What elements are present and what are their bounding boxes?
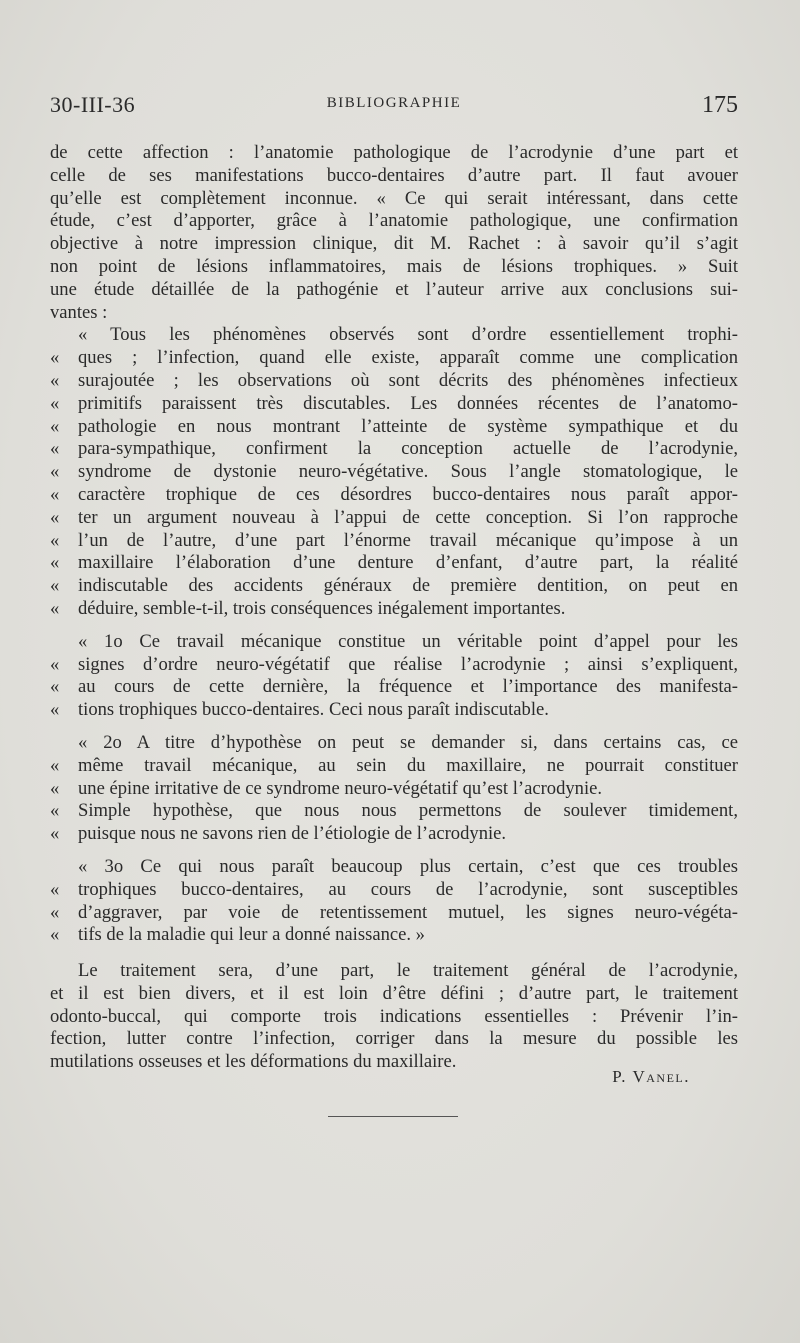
quote-mark: « (50, 823, 60, 845)
quote-paragraph-4 (50, 856, 738, 947)
intro-paragraph (50, 142, 738, 324)
quote-mark: « (50, 392, 60, 414)
final-paragraph (50, 960, 738, 1074)
quote-line: même travail mécanique, au sein du maxillaire, ne pourrait constituer (78, 754, 738, 776)
text-line: vantes : (50, 301, 108, 323)
quote-mark: « (50, 415, 60, 437)
quote-mark: « (50, 506, 60, 528)
quote-mark: « (50, 483, 60, 505)
text-line: non point de lésions inflammatoires, mais de lésions trophiques. » Suit (50, 255, 738, 277)
quote-line: tions trophiques bucco-dentaires. Ceci nous paraît indiscutable. (78, 699, 549, 721)
text-line: et il est bien divers, et il est loin d’être défini ; d’autre part, le traitement (50, 982, 738, 1004)
quote-line: tifs de la maladie qui leur a donné naissance. » (78, 924, 425, 946)
quote-mark: « (50, 597, 60, 619)
quote-line: ques ; l’infection, quand elle existe, apparaît comme une complication (78, 347, 738, 369)
running-head (50, 92, 738, 122)
quote-first-line: « Tous les phénomènes observés sont d’ordre essentiellement trophi- (78, 324, 738, 346)
quote-line: trophiques bucco-dentaires, au cours de l’acrodynie, sont susceptibles (78, 878, 738, 900)
quote-mark: « (50, 369, 60, 391)
quote-line: maxillaire l’élaboration d’une denture d’enfant, d’autre part, la réalité (78, 552, 738, 574)
text-line: objective à notre impression clinique, dit M. Rachet : à savoir qu’il s’agit (50, 233, 738, 255)
quote-line: déduire, semble-t-il, trois conséquences inégalement importantes. (78, 597, 566, 619)
quote-mark: « (50, 777, 60, 799)
quote-line: d’aggraver, par voie de retentissement mutuel, les signes neuro-végéta- (78, 901, 738, 923)
quote-mark: « (50, 754, 60, 776)
text-line: qu’elle est complètement inconnue. « Ce qui serait intéressant, dans cette (50, 187, 738, 209)
end-rule-divider (328, 1116, 458, 1117)
quote-line: ter un argument nouveau à l’appui de cette conception. Si l’on rapproche (78, 506, 738, 528)
text-line: fection, lutter contre l’infection, corriger dans la mesure du possible les (50, 1028, 738, 1050)
text-line: de cette affection : l’anatomie pathologique de l’acrodynie d’une part et (50, 142, 738, 163)
quote-line: une épine irritative de ce syndrome neuro-végétatif qu’est l’acrodynie. (78, 777, 603, 799)
quote-mark: « (50, 653, 60, 675)
quote-mark: « (50, 438, 60, 460)
quote-line: l’un de l’autre, d’une part l’énorme travail mécanique qu’impose à un (78, 529, 738, 551)
quote-mark: « (50, 575, 60, 597)
text-line: celle de ses manifestations bucco-dentaires d’autre part. Il faut avouer (50, 164, 738, 186)
header-section-title: BIBLIOGRAPHIE (326, 95, 462, 111)
quote-line: primitifs paraissent très discutables. Les données récentes de l’anatomo- (78, 392, 738, 414)
quote-line: indiscutable des accidents généraux de première dentition, on peut en (78, 575, 738, 597)
quote-line: surajoutée ; les observations où sont décrits des phénomènes infectieux (78, 369, 738, 391)
text-line: Le traitement sera, d’une part, le traitement général de l’acrodynie, (78, 960, 738, 982)
text-line: mutilations osseuses et les déformations du maxillaire. (50, 1051, 457, 1073)
quote-paragraph-1 (50, 324, 738, 620)
quote-first-line: « 1o Ce travail mécanique constitue un véritable point d’appel pour les (78, 630, 738, 652)
quote-paragraph-2 (50, 631, 738, 722)
quote-line: para-sympathique, confirment la conception actuelle de l’acrodynie, (78, 438, 738, 460)
quote-mark: « (50, 676, 60, 698)
quote-line: Simple hypothèse, que nous nous permettons de soulever timidement, (78, 800, 738, 822)
quote-mark: « (50, 878, 60, 900)
page-number: 175 (702, 92, 738, 118)
author-signature: P. Vanel. (612, 1067, 690, 1086)
quote-mark: « (50, 529, 60, 551)
quote-line: caractère trophique de ces désordres bucco-dentaires nous paraît appor- (78, 483, 738, 505)
quote-mark: « (50, 901, 60, 923)
quote-mark: « (50, 699, 60, 721)
quote-line: syndrome de dystonie neuro-végétative. Sous l’angle stomatologique, le (78, 461, 738, 483)
quote-mark: « (50, 924, 60, 946)
quote-paragraph-3 (50, 732, 738, 846)
quote-mark: « (50, 800, 60, 822)
text-line: odonto-buccal, qui comporte trois indications essentielles : Prévenir l’in- (50, 1005, 738, 1027)
text-line: une étude détaillée de la pathogénie et l’auteur arrive aux conclusions sui- (50, 278, 738, 300)
quote-first-line: « 3o Ce qui nous paraît beaucoup plus certain, c’est que ces troubles (78, 855, 738, 877)
text-line: étude, c’est d’apporter, grâce à l’anatomie pathologique, une confirmation (50, 210, 738, 232)
quote-line: signes d’ordre neuro-végétatif que réalise l’acrodynie ; ainsi s’expliquent, (78, 653, 738, 675)
header-date: 30-III-36 (50, 92, 136, 117)
body-text (50, 142, 738, 1074)
quote-mark: « (50, 347, 60, 369)
quote-line: puisque nous ne savons rien de l’étiologie de l’acrodynie. (78, 823, 507, 845)
quote-mark: « (50, 461, 60, 483)
quote-mark: « (50, 552, 60, 574)
quote-line: pathologie en nous montrant l’atteinte de système sympathique et du (78, 415, 738, 437)
quote-line: au cours de cette dernière, la fréquence et l’importance des manifesta- (78, 676, 738, 698)
quote-first-line: « 2o A titre d’hypothèse on peut se demander si, dans certains cas, ce (78, 731, 738, 753)
